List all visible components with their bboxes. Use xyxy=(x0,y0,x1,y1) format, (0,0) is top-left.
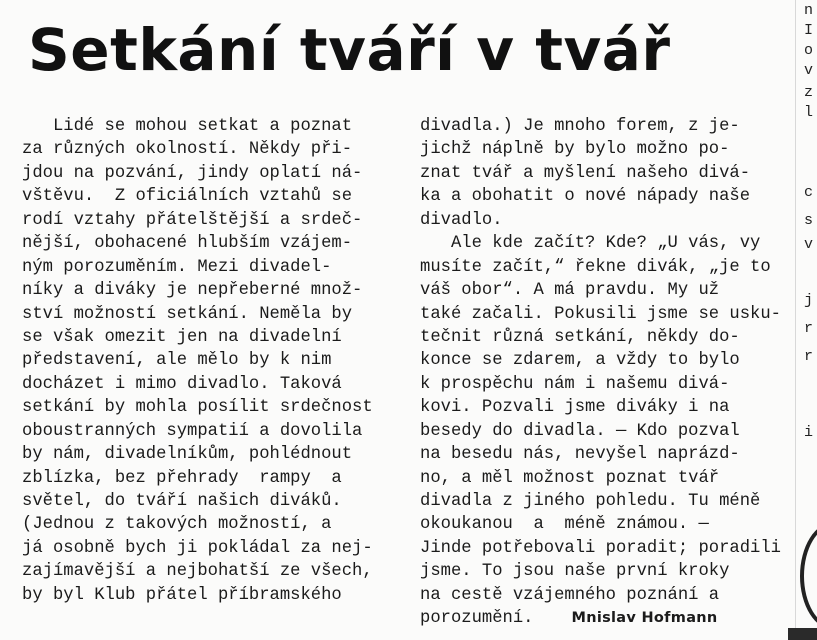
right-column-line: no, a měl možnost poznat tvář xyxy=(420,468,720,488)
left-column-line: představení, ale mělo by k nim xyxy=(22,351,332,371)
left-column-line: (Jednou z takových možností, a xyxy=(22,515,332,535)
right-column-line: Ale kde začít? Kde? „U vás, vy xyxy=(420,234,761,254)
adjacent-column-fragment: v xyxy=(804,236,814,253)
right-column-line: divadlo. xyxy=(420,210,503,230)
left-column-line: oboustranných sympatií a dovolila xyxy=(22,421,363,441)
left-column-line: vštěvu. Z oficiálních vztahů se xyxy=(22,187,353,207)
adjacent-column-fragment: i xyxy=(804,424,814,441)
left-column-line: by byl Klub přátel příbramského xyxy=(22,585,342,605)
right-column-line: k prospěchu nám i našemu divá- xyxy=(420,374,730,394)
left-column-line: ství možností setkání. Neměla by xyxy=(22,304,353,324)
right-column-line: znat tvář a myšlení našeho divá- xyxy=(420,163,751,183)
right-column-line: tečnit různá setkání, někdy do- xyxy=(420,327,740,347)
right-column-line: také začali. Pokusili jsme se usku- xyxy=(420,304,781,324)
right-column-line: jsme. To jsou naše první kroky xyxy=(420,562,730,582)
left-column-line: se však omezit jen na divadelní xyxy=(22,327,342,347)
left-column-line: nější, obohacené hlubším vzájem- xyxy=(22,234,353,254)
adjacent-column-fragment: v xyxy=(804,62,814,79)
left-column-line: zajímavější a nejbohatší ze všech, xyxy=(22,562,373,582)
left-column-line: setkání by mohla posílit srdečnost xyxy=(22,398,373,418)
author-signature: Mnislav Hofmann xyxy=(571,610,718,627)
left-column-line: jdou na pozvání, jindy oplatí ná- xyxy=(22,163,363,183)
adjacent-column-fragment: z xyxy=(804,84,814,101)
right-column-line: na cestě vzájemného poznání a xyxy=(420,585,720,605)
adjacent-column-fragment: c xyxy=(804,184,814,201)
left-column-line: docházet i mimo divadlo. Taková xyxy=(22,374,342,394)
left-column xyxy=(22,115,390,607)
right-column-line: divadla.) Je mnoho forem, z je- xyxy=(420,117,740,136)
right-column-line: divadla z jiného pohledu. Tu méně xyxy=(420,492,761,511)
adjacent-column-fragment: r xyxy=(804,348,814,365)
decorative-bar xyxy=(788,628,817,640)
right-column-line: konce se zdarem, a vždy to bylo xyxy=(420,351,740,371)
adjacent-column-fragment: n xyxy=(804,2,814,19)
decorative-circle-graphic xyxy=(800,522,817,630)
right-column-line: okoukanou a méně známou. — xyxy=(420,515,709,535)
closing-line xyxy=(420,607,786,630)
right-column-line: ka a obohatit o nové nápady naše xyxy=(420,187,751,207)
adjacent-column-fragment: I xyxy=(804,22,814,39)
left-column-line: světel, do tváří našich diváků. xyxy=(22,492,342,511)
left-column-line: Lidé se mohou setkat a poznat xyxy=(22,117,353,136)
left-column-line: rodí vztahy přátelštější a srdeč- xyxy=(22,210,363,230)
right-column-line: musíte začít,“ řekne divák, „je to xyxy=(420,257,771,277)
right-column-line: besedy do divadla. — Kdo pozval xyxy=(420,421,740,441)
adjacent-column-fragment: s xyxy=(804,212,814,229)
right-column xyxy=(420,115,786,631)
adjacent-column-edge xyxy=(795,0,817,640)
adjacent-column-fragment: l xyxy=(804,104,814,121)
right-column-line: kovi. Pozvali jsme diváky i na xyxy=(420,398,730,418)
left-column-line: níky a diváky je nepřeberné množ- xyxy=(22,281,363,301)
adjacent-column-fragment: o xyxy=(804,42,814,59)
right-column-line: jichž náplně by bylo možno po- xyxy=(420,140,730,160)
closing-text: porozumění. xyxy=(420,609,534,629)
left-column-line: ným porozuměním. Mezi divadel- xyxy=(22,257,332,277)
article-headline: Setkání tváří v tvář xyxy=(28,16,671,84)
left-column-line: já osobně bych ji pokládal za nej- xyxy=(22,538,373,558)
left-column-line: zblízka, bez přehrady rampy a xyxy=(22,468,342,488)
adjacent-column-fragment: r xyxy=(804,320,814,337)
right-column-line: váš obor“. A má pravdu. My už xyxy=(420,281,720,301)
right-column-line: na besedu nás, nevyšel naprázd- xyxy=(420,445,740,465)
left-column-line: za různých okolností. Někdy při- xyxy=(22,140,353,160)
adjacent-column-fragment: j xyxy=(804,292,814,309)
left-column-line: by nám, divadelníkům, pohlédnout xyxy=(22,445,353,465)
right-column-line: Jinde potřebovali poradit; poradili xyxy=(420,538,781,558)
